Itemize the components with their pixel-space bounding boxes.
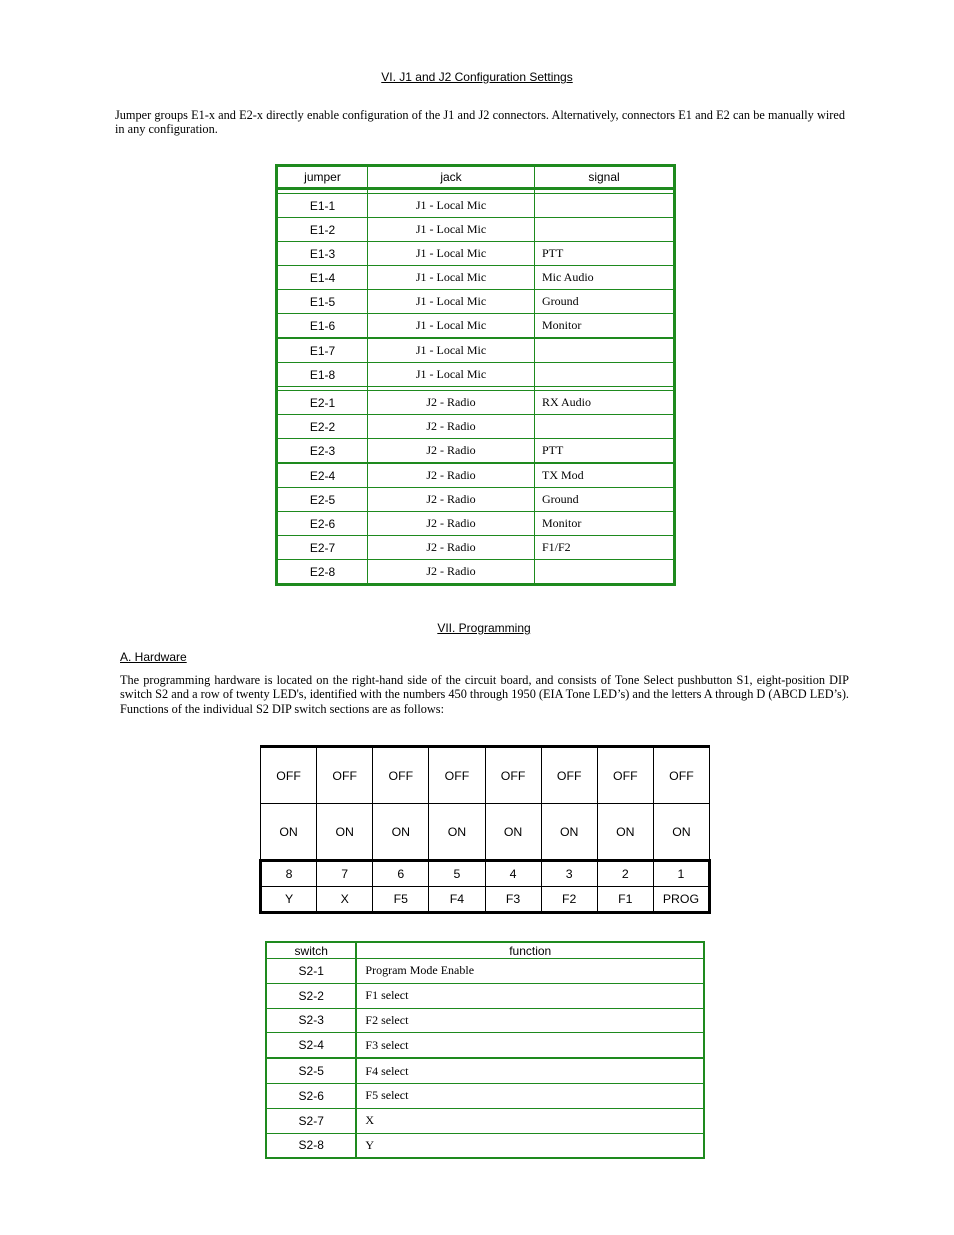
table-row: [277, 290, 675, 314]
dip-number-cell: 6: [373, 861, 429, 887]
jumper-cell: E2-4: [277, 463, 368, 488]
dip-off-cell: OFF: [373, 747, 429, 804]
dip-number-cell: 1: [653, 861, 709, 887]
dip-on-cell: ON: [317, 804, 373, 861]
dip-off-cell: OFF: [485, 747, 541, 804]
dip-off-cell: OFF: [541, 747, 597, 804]
jack-cell: J1 - Local Mic: [368, 242, 535, 266]
table-row: [277, 560, 675, 585]
switch-cell: S2-1: [266, 959, 356, 984]
table-row: [266, 1033, 704, 1058]
signal-cell: [535, 194, 675, 218]
dip-number-row: [261, 861, 710, 887]
table-row: [277, 194, 675, 218]
jack-cell: J2 - Radio: [368, 536, 535, 560]
jack-cell: J1 - Local Mic: [368, 266, 535, 290]
switch-cell: S2-6: [266, 1083, 356, 1108]
switch-table-header: [266, 942, 704, 959]
signal-cell: Ground: [535, 290, 675, 314]
header-signal: signal: [535, 166, 675, 189]
signal-cell: PTT: [535, 242, 675, 266]
function-cell: Program Mode Enable: [356, 959, 704, 984]
dip-on-cell: ON: [429, 804, 485, 861]
table-row: [266, 1133, 704, 1158]
dip-number-cell: 8: [261, 861, 317, 887]
jack-cell: J2 - Radio: [368, 415, 535, 439]
function-cell: Y: [356, 1133, 704, 1158]
dip-off-cell: OFF: [429, 747, 485, 804]
dip-on-cell: ON: [541, 804, 597, 861]
jack-cell: J1 - Local Mic: [368, 218, 535, 242]
function-cell: F2 select: [356, 1008, 704, 1033]
signal-cell: Monitor: [535, 314, 675, 339]
dip-function-cell: F2: [541, 887, 597, 913]
jumper-cell: E1-2: [277, 218, 368, 242]
switch-cell: S2-3: [266, 1008, 356, 1033]
table-row: [277, 439, 675, 464]
jumper-cell: E2-5: [277, 488, 368, 512]
table-row: [277, 536, 675, 560]
section-6-paragraph: Jumper groups E1-x and E2-x directly enable configuration of the J1 and J2 connectors. Alternatively, connectors E1 and E2 can be manually wired in any configuration.: [115, 108, 845, 137]
jumper-cell: E2-8: [277, 560, 368, 585]
dip-function-cell: F3: [485, 887, 541, 913]
dip-function-cell: Y: [261, 887, 317, 913]
function-cell: F1 select: [356, 983, 704, 1008]
table-row: [266, 983, 704, 1008]
dip-function-cell: F5: [373, 887, 429, 913]
dip-number-cell: 7: [317, 861, 373, 887]
dip-function-cell: F4: [429, 887, 485, 913]
dip-off-cell: OFF: [597, 747, 653, 804]
signal-cell: PTT: [535, 439, 675, 464]
signal-cell: Ground: [535, 488, 675, 512]
jack-cell: J2 - Radio: [368, 512, 535, 536]
signal-cell: [535, 338, 675, 363]
dip-off-cell: OFF: [653, 747, 709, 804]
hardware-subheading: A. Hardware: [120, 650, 187, 664]
jumper-table-header: [277, 166, 675, 189]
jumper-cell: E2-3: [277, 439, 368, 464]
dip-on-row: [261, 804, 710, 861]
header-jumper: jumper: [277, 166, 368, 189]
table-row: [277, 415, 675, 439]
dip-on-cell: ON: [261, 804, 317, 861]
jumper-cell: E2-2: [277, 415, 368, 439]
table-row: [277, 266, 675, 290]
table-row: [277, 488, 675, 512]
header-switch: switch: [266, 942, 356, 959]
signal-cell: [535, 363, 675, 387]
switch-cell: S2-5: [266, 1058, 356, 1083]
dip-number-cell: 5: [429, 861, 485, 887]
table-row: [277, 314, 675, 339]
section-7-paragraph: The programming hardware is located on the right-hand side of the circuit board, and consists of Tone Select pushbutton S1, eight-position DIP switch S2 and a row of twenty LED's, identified with the numbers 450 through 1950 (EIA Tone LED’s) and the letters A through D (ABCD LED’s). Functions of the individual S2 DIP switch sections are as follows:: [120, 673, 849, 716]
table-row: [277, 391, 675, 415]
switch-cell: S2-2: [266, 983, 356, 1008]
dip-function-row: [261, 887, 710, 913]
dip-function-cell: X: [317, 887, 373, 913]
jack-cell: J1 - Local Mic: [368, 338, 535, 363]
jumper-cell: E1-5: [277, 290, 368, 314]
table-row: [277, 338, 675, 363]
table-row: [277, 363, 675, 387]
signal-cell: [535, 560, 675, 585]
table-row: [277, 512, 675, 536]
table-row: [277, 242, 675, 266]
jumper-table: [275, 164, 676, 586]
dip-off-cell: OFF: [317, 747, 373, 804]
signal-cell: RX Audio: [535, 391, 675, 415]
header-function: function: [356, 942, 704, 959]
signal-cell: [535, 415, 675, 439]
function-cell: F5 select: [356, 1083, 704, 1108]
signal-cell: Mic Audio: [535, 266, 675, 290]
table-row: [277, 218, 675, 242]
jack-cell: J2 - Radio: [368, 463, 535, 488]
switch-cell: S2-7: [266, 1108, 356, 1133]
jumper-cell: E1-4: [277, 266, 368, 290]
function-cell: X: [356, 1108, 704, 1133]
dip-switch-table: [259, 745, 711, 914]
signal-cell: TX Mod: [535, 463, 675, 488]
jumper-cell: E1-6: [277, 314, 368, 339]
table-row: [266, 1108, 704, 1133]
section-7-title: VII. Programming: [437, 621, 531, 635]
table-row: [266, 1008, 704, 1033]
table-row: [266, 959, 704, 984]
dip-off-row: [261, 747, 710, 804]
jack-cell: J1 - Local Mic: [368, 290, 535, 314]
jack-cell: J2 - Radio: [368, 560, 535, 585]
jack-cell: J2 - Radio: [368, 488, 535, 512]
dip-on-cell: ON: [653, 804, 709, 861]
switch-function-table: [265, 941, 705, 1159]
dip-number-cell: 3: [541, 861, 597, 887]
jumper-cell: E1-8: [277, 363, 368, 387]
jack-cell: J1 - Local Mic: [368, 363, 535, 387]
jumper-cell: E1-3: [277, 242, 368, 266]
dip-on-cell: ON: [485, 804, 541, 861]
table-row: [277, 463, 675, 488]
section-6-title: VI. J1 and J2 Configuration Settings: [381, 70, 573, 84]
dip-function-cell: F1: [597, 887, 653, 913]
jumper-cell: E1-1: [277, 194, 368, 218]
jumper-cell: E2-7: [277, 536, 368, 560]
jumper-cell: E2-1: [277, 391, 368, 415]
function-cell: F4 select: [356, 1058, 704, 1083]
jack-cell: J1 - Local Mic: [368, 314, 535, 339]
jack-cell: J1 - Local Mic: [368, 194, 535, 218]
jack-cell: J2 - Radio: [368, 439, 535, 464]
dip-number-cell: 2: [597, 861, 653, 887]
jumper-cell: E2-6: [277, 512, 368, 536]
signal-cell: [535, 218, 675, 242]
function-cell: F3 select: [356, 1033, 704, 1058]
switch-cell: S2-4: [266, 1033, 356, 1058]
jack-cell: J2 - Radio: [368, 391, 535, 415]
signal-cell: Monitor: [535, 512, 675, 536]
table-row: [266, 1083, 704, 1108]
dip-function-cell: PROG: [653, 887, 709, 913]
header-jack: jack: [368, 166, 535, 189]
signal-cell: F1/F2: [535, 536, 675, 560]
dip-on-cell: ON: [373, 804, 429, 861]
table-row: [266, 1058, 704, 1083]
switch-cell: S2-8: [266, 1133, 356, 1158]
dip-on-cell: ON: [597, 804, 653, 861]
dip-off-cell: OFF: [261, 747, 317, 804]
dip-number-cell: 4: [485, 861, 541, 887]
jumper-cell: E1-7: [277, 338, 368, 363]
